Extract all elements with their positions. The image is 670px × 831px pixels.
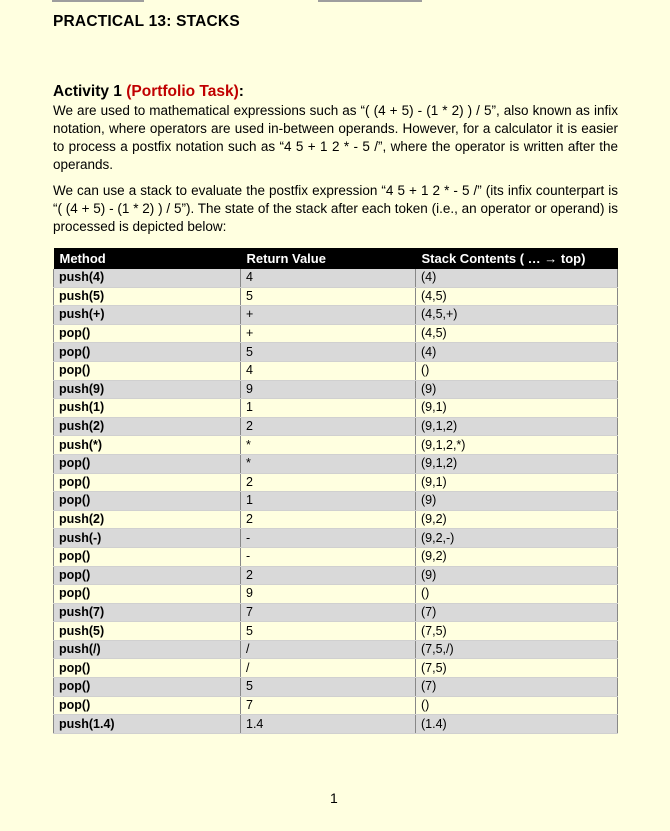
method-cell: pop() bbox=[54, 547, 241, 566]
table-row bbox=[54, 678, 618, 697]
method-cell: push(+) bbox=[54, 306, 241, 325]
return-value-cell: + bbox=[241, 324, 416, 343]
stack-contents-cell: (7) bbox=[416, 603, 618, 622]
stack-trace-table bbox=[53, 248, 618, 734]
return-value-cell: 5 bbox=[241, 678, 416, 697]
return-value-cell: 9 bbox=[241, 585, 416, 604]
activity-section bbox=[53, 83, 618, 236]
stack-contents-cell: (9) bbox=[416, 380, 618, 399]
method-cell: push(2) bbox=[54, 417, 241, 436]
method-cell: pop() bbox=[54, 324, 241, 343]
table-body bbox=[54, 269, 618, 733]
return-value-cell: / bbox=[241, 640, 416, 659]
stack-contents-cell: () bbox=[416, 696, 618, 715]
method-cell: push(-) bbox=[54, 529, 241, 548]
return-value-cell: 7 bbox=[241, 696, 416, 715]
stack-contents-cell: (9) bbox=[416, 566, 618, 585]
return-value-cell: - bbox=[241, 547, 416, 566]
table-row bbox=[54, 473, 618, 492]
return-value-cell: 2 bbox=[241, 417, 416, 436]
table-row bbox=[54, 324, 618, 343]
method-cell: push(1.4) bbox=[54, 715, 241, 734]
method-cell: push(5) bbox=[54, 622, 241, 641]
table-row bbox=[54, 715, 618, 734]
return-value-cell: 4 bbox=[241, 269, 416, 287]
return-value-cell: 1.4 bbox=[241, 715, 416, 734]
method-cell: push(1) bbox=[54, 399, 241, 418]
stack-paragraph: We can use a stack to evaluate the postfix expression “4 5 + 1 2 * - 5 /” (its infix counterpart is “( (4 + 5) - (1 * 2) ) / 5”). The state of the stack after each token (i.e., an operator or operand) is processed is depicted below: bbox=[53, 183, 618, 234]
stack-contents-cell: (9,1) bbox=[416, 473, 618, 492]
method-cell: pop() bbox=[54, 454, 241, 473]
page-title: PRACTICAL 13: STACKS bbox=[53, 13, 240, 30]
method-cell: pop() bbox=[54, 343, 241, 362]
table-row bbox=[54, 566, 618, 585]
return-value-cell: 2 bbox=[241, 473, 416, 492]
table-row bbox=[54, 585, 618, 604]
stack-contents-cell: () bbox=[416, 361, 618, 380]
table-row bbox=[54, 510, 618, 529]
table-row bbox=[54, 287, 618, 306]
table-row bbox=[54, 454, 618, 473]
table-row bbox=[54, 399, 618, 418]
activity-heading bbox=[53, 83, 618, 101]
table-row bbox=[54, 492, 618, 511]
return-value-cell: * bbox=[241, 454, 416, 473]
return-value-cell: 1 bbox=[241, 492, 416, 511]
method-cell: push(7) bbox=[54, 603, 241, 622]
stack-contents-cell: (9,1,2) bbox=[416, 417, 618, 436]
activity-heading-main: Activity 1 bbox=[53, 83, 127, 100]
table-row bbox=[54, 696, 618, 715]
table-row bbox=[54, 361, 618, 380]
stack-contents-cell: (1.4) bbox=[416, 715, 618, 734]
stack-contents-cell: (7,5,/) bbox=[416, 640, 618, 659]
method-cell: push(5) bbox=[54, 287, 241, 306]
table-row bbox=[54, 529, 618, 548]
activity-heading-portfolio: (Portfolio Task) bbox=[126, 83, 239, 100]
top-rule-right bbox=[318, 0, 422, 2]
method-cell: push(9) bbox=[54, 380, 241, 399]
stack-contents-cell: (7,5) bbox=[416, 622, 618, 641]
method-cell: pop() bbox=[54, 678, 241, 697]
page-number: 1 bbox=[330, 790, 338, 806]
table-row bbox=[54, 622, 618, 641]
table-row bbox=[54, 417, 618, 436]
return-value-cell: 2 bbox=[241, 510, 416, 529]
stack-contents-cell: (4) bbox=[416, 269, 618, 287]
header-return-value: Return Value bbox=[241, 248, 416, 269]
header-method: Method bbox=[54, 248, 241, 269]
return-value-cell: 7 bbox=[241, 603, 416, 622]
table-row bbox=[54, 640, 618, 659]
table-row bbox=[54, 269, 618, 287]
return-value-cell: 4 bbox=[241, 361, 416, 380]
table-row bbox=[54, 659, 618, 678]
table-header-row bbox=[54, 248, 618, 269]
stack-contents-cell: (9,1,2) bbox=[416, 454, 618, 473]
stack-contents-cell: (4,5) bbox=[416, 287, 618, 306]
return-value-cell: 5 bbox=[241, 343, 416, 362]
return-value-cell: / bbox=[241, 659, 416, 678]
table-row bbox=[54, 306, 618, 325]
stack-contents-cell: (9,1) bbox=[416, 399, 618, 418]
method-cell: pop() bbox=[54, 492, 241, 511]
return-value-cell: + bbox=[241, 306, 416, 325]
return-value-cell: 5 bbox=[241, 622, 416, 641]
header-stack-contents: Stack Contents ( … → top) bbox=[416, 248, 618, 269]
method-cell: pop() bbox=[54, 585, 241, 604]
method-cell: pop() bbox=[54, 696, 241, 715]
method-cell: pop() bbox=[54, 473, 241, 492]
method-cell: push(2) bbox=[54, 510, 241, 529]
stack-contents-cell: (9,2,-) bbox=[416, 529, 618, 548]
method-cell: pop() bbox=[54, 659, 241, 678]
stack-contents-cell: (9,2) bbox=[416, 510, 618, 529]
stack-contents-cell: (7) bbox=[416, 678, 618, 697]
stack-contents-cell: (7,5) bbox=[416, 659, 618, 678]
intro-paragraph: We are used to mathematical expressions such as “( (4 + 5) - (1 * 2) ) / 5”, also known as infix notation, where operators are used in-between operands. However, for a calculator it is easier to process a postfix notation such as “4 5 + 1 2 * - 5 /”, where the operator is written after the operands. bbox=[53, 103, 618, 172]
return-value-cell: 1 bbox=[241, 399, 416, 418]
return-value-cell: 2 bbox=[241, 566, 416, 585]
stack-contents-cell: (9) bbox=[416, 492, 618, 511]
stack-contents-cell: (4) bbox=[416, 343, 618, 362]
method-cell: push(/) bbox=[54, 640, 241, 659]
method-cell: push(4) bbox=[54, 269, 241, 287]
table-row bbox=[54, 343, 618, 362]
method-cell: pop() bbox=[54, 566, 241, 585]
table-row bbox=[54, 603, 618, 622]
stack-contents-cell: () bbox=[416, 585, 618, 604]
method-cell: pop() bbox=[54, 361, 241, 380]
stack-contents-cell: (4,5) bbox=[416, 324, 618, 343]
return-value-cell: - bbox=[241, 529, 416, 548]
stack-contents-cell: (9,2) bbox=[416, 547, 618, 566]
table-row bbox=[54, 547, 618, 566]
return-value-cell: * bbox=[241, 436, 416, 455]
top-rule-left bbox=[52, 0, 144, 2]
activity-heading-colon: : bbox=[238, 83, 244, 100]
method-cell: push(*) bbox=[54, 436, 241, 455]
stack-contents-cell: (4,5,+) bbox=[416, 306, 618, 325]
table-row bbox=[54, 436, 618, 455]
return-value-cell: 9 bbox=[241, 380, 416, 399]
stack-contents-cell: (9,1,2,*) bbox=[416, 436, 618, 455]
table-row bbox=[54, 380, 618, 399]
return-value-cell: 5 bbox=[241, 287, 416, 306]
